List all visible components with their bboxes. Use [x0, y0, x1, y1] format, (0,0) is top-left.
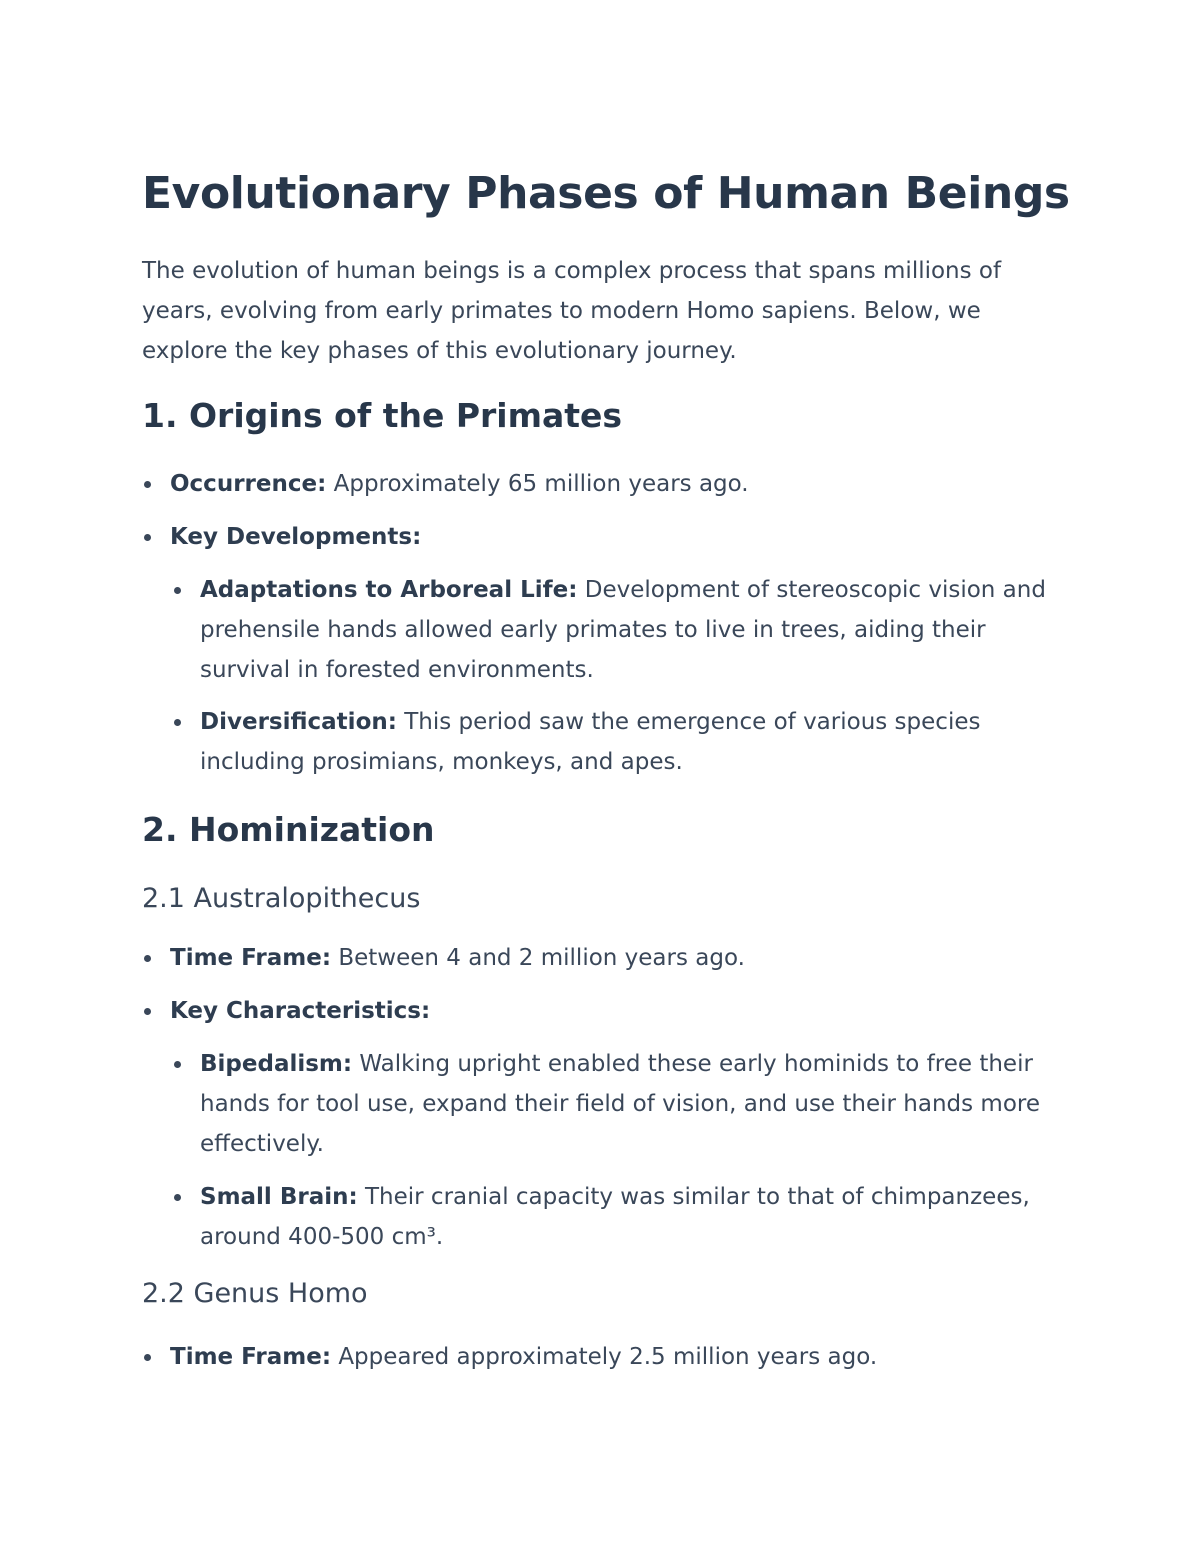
list-item-occurrence: [170, 464, 1060, 504]
item-label: Time Frame:: [170, 945, 332, 971]
page-title: Evolutionary Phases of Human Beings: [142, 168, 1070, 219]
bullet-icon: [144, 481, 151, 488]
item-label: Diversification:: [200, 709, 397, 735]
bullet-icon: [144, 534, 151, 541]
item-label: Time Frame:: [170, 1344, 332, 1370]
item-label: Adaptations to Arboreal Life:: [200, 577, 578, 603]
item-text: Appeared approximately 2.5 million years ago.: [331, 1344, 878, 1370]
subsection-heading-genus-homo: 2.2 Genus Homo: [142, 1278, 368, 1309]
item-text: Between 4 and 2 million years ago.: [331, 945, 745, 971]
section-heading-hominization: 2. Hominization: [142, 810, 435, 849]
item-label: Bipedalism:: [200, 1051, 353, 1077]
list-item-key-developments: [170, 517, 1060, 557]
list-item-bipedalism: [200, 1044, 1070, 1164]
bullet-icon: [174, 587, 181, 594]
subsection-heading-australopithecus: 2.1 Australopithecus: [142, 883, 421, 914]
item-label: Key Developments:: [170, 524, 422, 550]
item-label: Small Brain:: [200, 1184, 358, 1210]
bullet-icon: [144, 1354, 151, 1361]
section-heading-origins: 1. Origins of the Primates: [142, 396, 623, 435]
list-item-small-brain: [200, 1177, 1070, 1257]
intro-paragraph: The evolution of human beings is a complex process that spans millions of years, evolving from early primates to modern Homo sapiens. Below, we explore the key phases of this evolutionary journey.: [142, 258, 1002, 364]
item-label: Occurrence:: [170, 471, 327, 497]
item-label: Key Characteristics:: [170, 998, 431, 1024]
bullet-icon: [174, 1061, 181, 1068]
item-text: This period saw the emergence of various species including prosimians, monkeys, and apes.: [200, 709, 981, 775]
bullet-icon: [174, 1194, 181, 1201]
bullet-icon: [144, 1008, 151, 1015]
list-item-time-frame: [170, 938, 1060, 978]
item-text: Approximately 65 million years ago.: [326, 471, 749, 497]
item-text: Development of stereoscopic vision and prehensile hands allowed early primates to live in trees, aiding their survival in forested environments.: [200, 577, 1046, 683]
item-text: Walking upright enabled these early hominids to free their hands for tool use, expand their field of vision, and use their hands more effectively.: [200, 1051, 1041, 1157]
list-item-diversification: [200, 702, 1070, 782]
bullet-icon: [174, 719, 181, 726]
list-item-key-characteristics: [170, 991, 1060, 1031]
bullet-icon: [144, 955, 151, 962]
list-item-arboreal: [200, 570, 1070, 690]
list-item-homo-time-frame: [170, 1337, 1060, 1377]
item-text: Their cranial capacity was similar to that of chimpanzees, around 400-500 cm³.: [200, 1184, 1030, 1250]
